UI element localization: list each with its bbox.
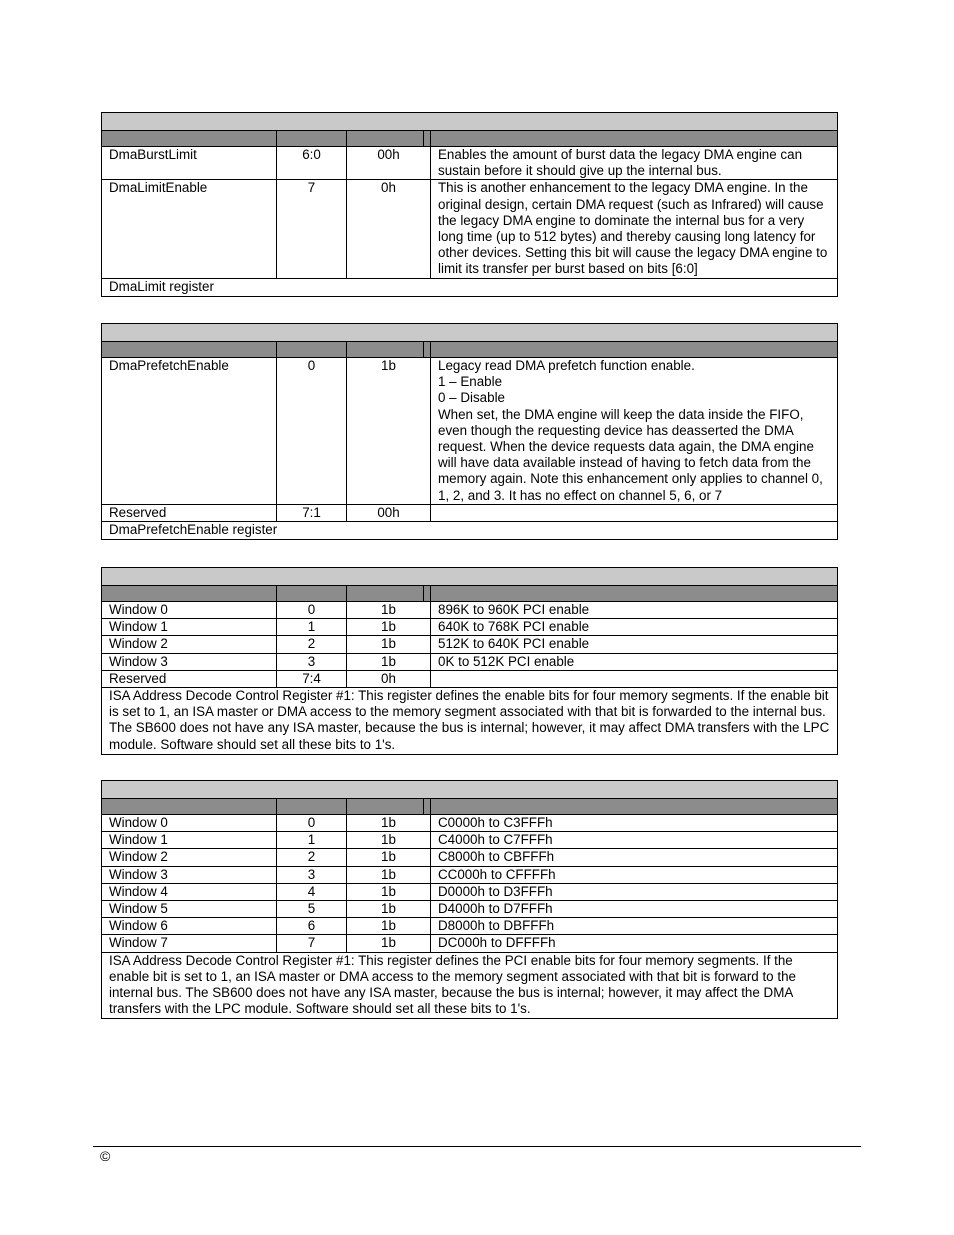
field-bits: 1	[277, 832, 347, 849]
register-table-isa-decode-1	[101, 567, 838, 755]
field-description	[431, 505, 838, 522]
footer-copyright: ©	[100, 1148, 111, 1164]
field-default: 1b	[347, 602, 431, 619]
field-description: Legacy read DMA prefetch function enable. 1 – Enable 0 – Disable When set, the DMA engine will keep the data inside the FIFO, even though the requesting device has deasserted the DMA request. When the device requests data again, the DMA engine will have data available instead of having to fetch data from the memory again. Note this enhancement only applies to channel 0, 1, 2, and 3. It has no effect on channel 5, 6, or 7	[431, 358, 838, 505]
field-description: C4000h to C7FFFh	[431, 832, 838, 849]
field-default: 1b	[347, 653, 431, 670]
register-table-dmaprefetch	[101, 323, 838, 540]
field-name: Reserved	[102, 670, 277, 687]
field-name: Window 7	[102, 935, 277, 952]
table-header-bar	[102, 113, 838, 131]
register-note: DmaPrefetchEnable register	[102, 522, 838, 540]
table-row	[102, 505, 838, 522]
field-description: CC000h to CFFFFh	[431, 866, 838, 883]
field-description: 896K to 960K PCI enable	[431, 602, 838, 619]
field-bits: 0	[277, 815, 347, 832]
table-row	[102, 670, 838, 687]
field-default: 1b	[347, 883, 431, 900]
table-note-row	[102, 522, 838, 540]
table-row	[102, 918, 838, 935]
field-description: Enables the amount of burst data the legacy DMA engine can sustain before it should give up the internal bus.	[431, 147, 838, 180]
table-column-header-bar	[102, 342, 838, 358]
field-default: 1b	[347, 358, 431, 505]
field-description: C0000h to C3FFFh	[431, 815, 838, 832]
table-row	[102, 815, 838, 832]
field-bits: 3	[277, 866, 347, 883]
field-default: 0h	[347, 670, 431, 687]
field-description: DC000h to DFFFFh	[431, 935, 838, 952]
field-description: C8000h to CBFFFh	[431, 849, 838, 866]
footer-divider	[93, 1146, 861, 1147]
field-default: 1b	[347, 901, 431, 918]
register-table-isa-decode-2	[101, 780, 838, 1019]
table-row	[102, 832, 838, 849]
field-default: 1b	[347, 832, 431, 849]
field-default: 0h	[347, 180, 431, 278]
field-default: 1b	[347, 849, 431, 866]
table-row	[102, 602, 838, 619]
field-name: Window 2	[102, 849, 277, 866]
register-note: ISA Address Decode Control Register #1: This register defines the PCI enable bits for four memory segments. If the enable bit is set to 1, an ISA master or DMA access to the memory segment associated with that bit is forward to the internal bus. The SB600 does not have any ISA master, because the bus is internal; however, it may affect the DMA transfers with the LPC module. Software should set all these bits to 1's.	[102, 952, 838, 1019]
table-row	[102, 866, 838, 883]
field-name: DmaPrefetchEnable	[102, 358, 277, 505]
table-row	[102, 619, 838, 636]
table-note-row	[102, 278, 838, 296]
table-column-header-bar	[102, 586, 838, 602]
table-note-row	[102, 952, 838, 1019]
table-column-header-bar	[102, 799, 838, 815]
field-bits: 3	[277, 653, 347, 670]
field-name: Window 0	[102, 602, 277, 619]
table-row	[102, 653, 838, 670]
field-name: Window 0	[102, 815, 277, 832]
field-name: DmaLimitEnable	[102, 180, 277, 278]
field-bits: 2	[277, 636, 347, 653]
table-note-row	[102, 688, 838, 755]
field-bits: 0	[277, 358, 347, 505]
field-description: D8000h to DBFFFh	[431, 918, 838, 935]
field-name: Window 5	[102, 901, 277, 918]
table-row	[102, 147, 838, 180]
field-bits: 2	[277, 849, 347, 866]
register-table-dmalimit	[101, 112, 838, 297]
field-bits: 5	[277, 901, 347, 918]
table-row	[102, 935, 838, 952]
field-name: DmaBurstLimit	[102, 147, 277, 180]
table-row	[102, 901, 838, 918]
field-bits: 7:4	[277, 670, 347, 687]
field-bits: 4	[277, 883, 347, 900]
field-bits: 7:1	[277, 505, 347, 522]
register-note: ISA Address Decode Control Register #1: This register defines the enable bits for four memory segments. If the enable bit is set to 1, an ISA master or DMA access to the memory segment associated with that bit is forwarded to the internal bus. The SB600 does not have any ISA master, because the bus is internal; however, it may affect DMA transfers with the LPC module. Software should set all these bits to 1's.	[102, 688, 838, 755]
field-description: 640K to 768K PCI enable	[431, 619, 838, 636]
field-name: Window 1	[102, 619, 277, 636]
field-default: 1b	[347, 815, 431, 832]
field-description: This is another enhancement to the legacy DMA engine. In the original design, certain DMA request (such as Infrared) will cause the legacy DMA engine to dominate the internal bus for a very long time (up to 512 bytes) and thereby causing long latency for other devices. Setting this bit will cause the legacy DMA engine to limit its transfer per burst based on bits [6:0]	[431, 180, 838, 278]
field-default: 1b	[347, 636, 431, 653]
field-description: D0000h to D3FFFh	[431, 883, 838, 900]
field-default: 1b	[347, 619, 431, 636]
field-bits: 7	[277, 935, 347, 952]
register-note: DmaLimit register	[102, 278, 838, 296]
table-row	[102, 636, 838, 653]
field-name: Window 3	[102, 866, 277, 883]
table-row	[102, 849, 838, 866]
field-default: 00h	[347, 505, 431, 522]
field-default: 00h	[347, 147, 431, 180]
table-row	[102, 883, 838, 900]
table-column-header-bar	[102, 131, 838, 147]
field-bits: 6:0	[277, 147, 347, 180]
field-name: Window 4	[102, 883, 277, 900]
table-header-bar	[102, 324, 838, 342]
field-name: Window 2	[102, 636, 277, 653]
field-bits: 0	[277, 602, 347, 619]
field-name: Window 6	[102, 918, 277, 935]
field-description: D4000h to D7FFFh	[431, 901, 838, 918]
table-header-bar	[102, 568, 838, 586]
field-bits: 6	[277, 918, 347, 935]
table-row	[102, 180, 838, 278]
field-default: 1b	[347, 866, 431, 883]
field-default: 1b	[347, 935, 431, 952]
field-default: 1b	[347, 918, 431, 935]
field-bits: 7	[277, 180, 347, 278]
field-name: Reserved	[102, 505, 277, 522]
field-bits: 1	[277, 619, 347, 636]
field-name: Window 3	[102, 653, 277, 670]
field-description: 512K to 640K PCI enable	[431, 636, 838, 653]
field-description: 0K to 512K PCI enable	[431, 653, 838, 670]
field-description	[431, 670, 838, 687]
table-header-bar	[102, 781, 838, 799]
field-name: Window 1	[102, 832, 277, 849]
table-row	[102, 358, 838, 505]
